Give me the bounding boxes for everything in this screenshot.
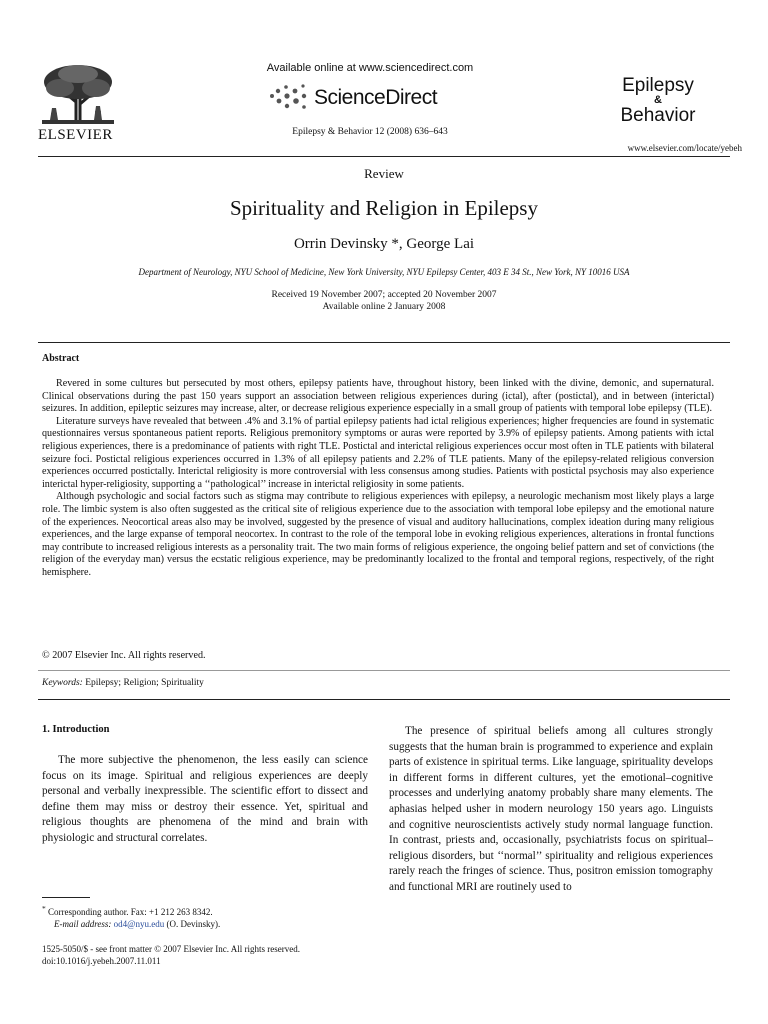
journal-citation: Epilepsy & Behavior 12 (2008) 636–643 — [292, 127, 448, 137]
available-date: Available online 2 January 2008 — [322, 302, 446, 312]
abstract-body — [42, 378, 714, 580]
email-suffix: (O. Devinsky). — [166, 919, 221, 929]
abstract-copyright: © 2007 Elsevier Inc. All rights reserved. — [42, 650, 206, 661]
author-list: Orrin Devinsky *, George Lai — [293, 236, 475, 252]
article-type: Review — [364, 166, 404, 181]
center-header — [200, 62, 540, 137]
keywords-label: Keywords: — [42, 678, 83, 688]
footnote-marker: * — [42, 904, 46, 913]
keywords-bottom-divider — [38, 699, 730, 700]
footnote-divider — [42, 897, 90, 898]
sciencedirect-wordmark: ScienceDirect — [314, 86, 438, 109]
body-right-column — [389, 724, 713, 896]
article-history — [0, 289, 768, 313]
abstract-top-divider — [38, 342, 730, 343]
received-date: Received 19 November 2007; accepted 20 November 2007 — [271, 290, 497, 300]
keywords-line — [42, 678, 204, 688]
sciencedirect-dots-icon — [266, 82, 310, 112]
footnote-text: Corresponding author. Fax: +1 212 263 8342. — [48, 907, 213, 917]
body-paragraph: The more subjective the phenomenon, the less easily can science focus on its image. Spiritual and religious experiences are deeply personal and verbally inexpressible. The scientific effort to dissect and define them may miss or destroy their essence. Yet, spiritual and religious thoughts are phenomena of the mind and brain with physiologic and structural correlates. — [42, 754, 368, 844]
doi-link[interactable]: doi:10.1016/j.yebeh.2007.11.011 — [42, 956, 161, 966]
journal-header — [0, 0, 768, 160]
email-link[interactable]: od4@nyu.edu — [113, 919, 165, 929]
front-matter — [42, 943, 368, 967]
journal-logo-line2: Behavior — [620, 104, 696, 126]
publisher-name: ELSEVIER — [38, 127, 113, 143]
article-title: Spirituality and Religion in Epilepsy — [230, 196, 538, 220]
abstract-heading: Abstract — [42, 353, 80, 364]
issn-line: 1525-5050/$ - see front matter © 2007 Elsevier Inc. All rights reserved. — [42, 944, 301, 954]
keywords-top-divider — [38, 670, 730, 671]
section-heading: 1. Introduction — [42, 724, 110, 735]
available-online-link[interactable]: Available online at www.sciencedirect.com — [266, 62, 474, 74]
corresponding-author-footnote — [42, 903, 368, 930]
journal-url-link[interactable]: www.elsevier.com/locate/yebeh — [627, 143, 742, 153]
sciencedirect-logo — [266, 82, 486, 112]
keywords-value: Epilepsy; Religion; Spirituality — [85, 678, 204, 688]
abstract-paragraph: Literature surveys have revealed that between .4% and 3.1% of partial epilepsy patients had ictal religious experiences; higher frequencies are found in systematic questionnaires versus spontaneous patient reports. Religious premonitory symptoms or auras were reported by 3.9% of epilepsy patients. Among patients with ictal religious experiences, there is a predominance of patients with right TLE. Postictal and interictal religious experiences occur most often in TLE patients with bilateral seizure foci. Postictal religious experiences occurred in 1.3% of all epilepsy patients and 2.2% of TLE patients. Many of the epilepsy-related religious conversion experiences occurred postictally. Interictal religiosity is more controversial with less consensus among studies. Patients with postictal psychosis may also experience interictal hyper-religiosity, supporting a ‘‘pathological’’ increase in interictal religiosity in some patients. — [42, 415, 714, 490]
email-label: E-mail address: — [54, 919, 112, 929]
body-paragraph: The presence of spiritual beliefs among all cultures strongly suggests that the human brain is programmed to experience and explain parts of existence in spiritual terms. Like language, spirituality develops in different forms in different cultures, yet the emotional–cognitive processes and underlying anatomy probably share many elements. The aphasias helped usher in modern neurology 150 years ago. Linguists and cognitive neuroscientists actively study normal language function. In contrast, priests and, occasionally, psychiatrists focus on spiritual–religious disorders, but ‘‘normal’’ spirituality and religious experiences rarely reach the fringes of science. Thus, positron emission tomography and functional MRI are routinely used to — [389, 725, 713, 893]
abstract-paragraph: Revered in some cultures but persecuted by most others, epilepsy patients have, throughout history, been linked with the divine, demonic, and supernatural. Clinical observations during the past 150 years support an association between religious experiences during (ictal), after (postictal), and in between (interictal) seizures. In addition, epileptic seizures may increase, alter, or decrease religious experience especially in a small group of patients with temporal lobe epilepsy (TLE). — [42, 378, 714, 415]
body-left-column — [42, 724, 368, 847]
journal-logo-line1: Epilepsy — [622, 75, 694, 96]
author-affiliation: Department of Neurology, NYU School of Medicine, New York University, NYU Epilepsy Center, 403 E 34 St., New York, NY 10016 USA — [138, 267, 630, 277]
abstract-paragraph: Although psychologic and social factors such as stigma may contribute to religious experiences with epilepsy, a neurologic mechanism most likely plays a large role. The limbic system is also often suggested as the critical site of religious experience due to the association with temporal lobe epilepsy and the emotional nature of the experiences. Neocortical areas also may be involved, suggested by the presence of visual and auditory hallucinations, complex ideation during many religious experiences, and the large expanse of temporal neocortex. In contrast to the role of the temporal lobe in evoking religious experiences, alterations in frontal functions may contribute to increased religious interests as a personality trait. The two main forms of religious experience, the ongoing belief pattern and set of convictions (the religion of the everyday man) versus the ecstatic religious experience, may be predominantly localized to the frontal and temporal regions, respectively, of the right hemisphere. — [42, 491, 714, 578]
journal-logo — [608, 76, 708, 126]
header-divider — [38, 156, 730, 157]
journal-logo-ampersand: & — [654, 93, 662, 106]
